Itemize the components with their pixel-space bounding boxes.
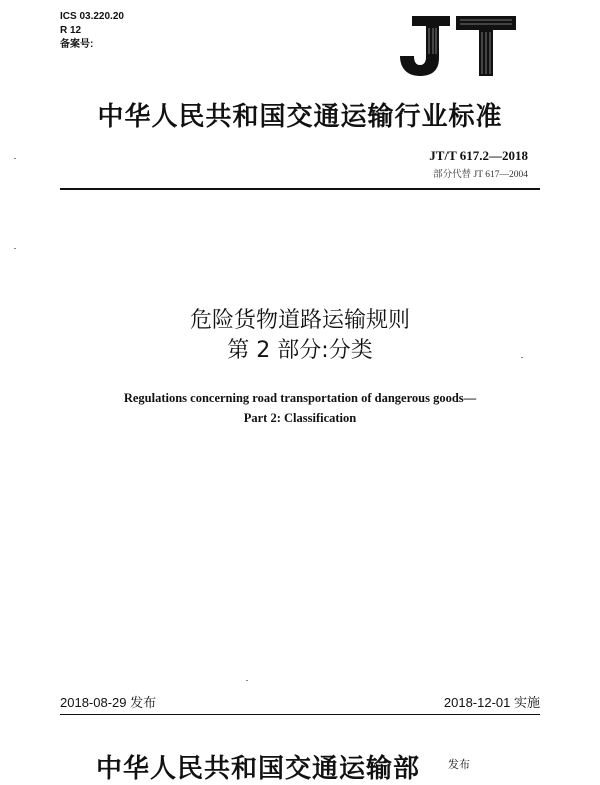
title-cn (0, 306, 600, 366)
title-cn-line1: 危险货物道路运输规则 (189, 308, 410, 333)
scan-speck (521, 357, 523, 358)
scan-speck (246, 680, 248, 681)
title-en (0, 388, 600, 428)
standard-number: JT/T 617.2—2018 (429, 148, 528, 163)
org-title: 中华人民共和国交通运输行业标准 (97, 102, 503, 132)
scan-speck (14, 158, 16, 159)
title-en-line2: Part 2: Classification (243, 411, 357, 425)
title-en-line1: Regulations concerning road transportation of dangerous goods— (123, 391, 477, 405)
jt-logo (398, 14, 518, 78)
issuer-name: 中华人民共和国交通运输部 (96, 754, 421, 784)
implementation-date: 2018-12-01 实施 (443, 695, 540, 710)
replaces-note: 部分代替 JT 617—2004 (433, 170, 528, 180)
header-rule (60, 188, 540, 190)
title-cn-line2: 第 2 部分:分类 (227, 338, 373, 363)
scan-speck (14, 248, 16, 249)
jt-logo-j (400, 16, 450, 76)
issuer-tag: 发布 (448, 758, 470, 771)
footer-rule (60, 714, 540, 715)
ics-code: ICS 03.220.20 (60, 11, 124, 22)
issue-date: 2018-08-29 发布 (60, 695, 157, 710)
record-number-label: 备案号: (60, 39, 94, 50)
ccs-code: R 12 (60, 25, 82, 36)
